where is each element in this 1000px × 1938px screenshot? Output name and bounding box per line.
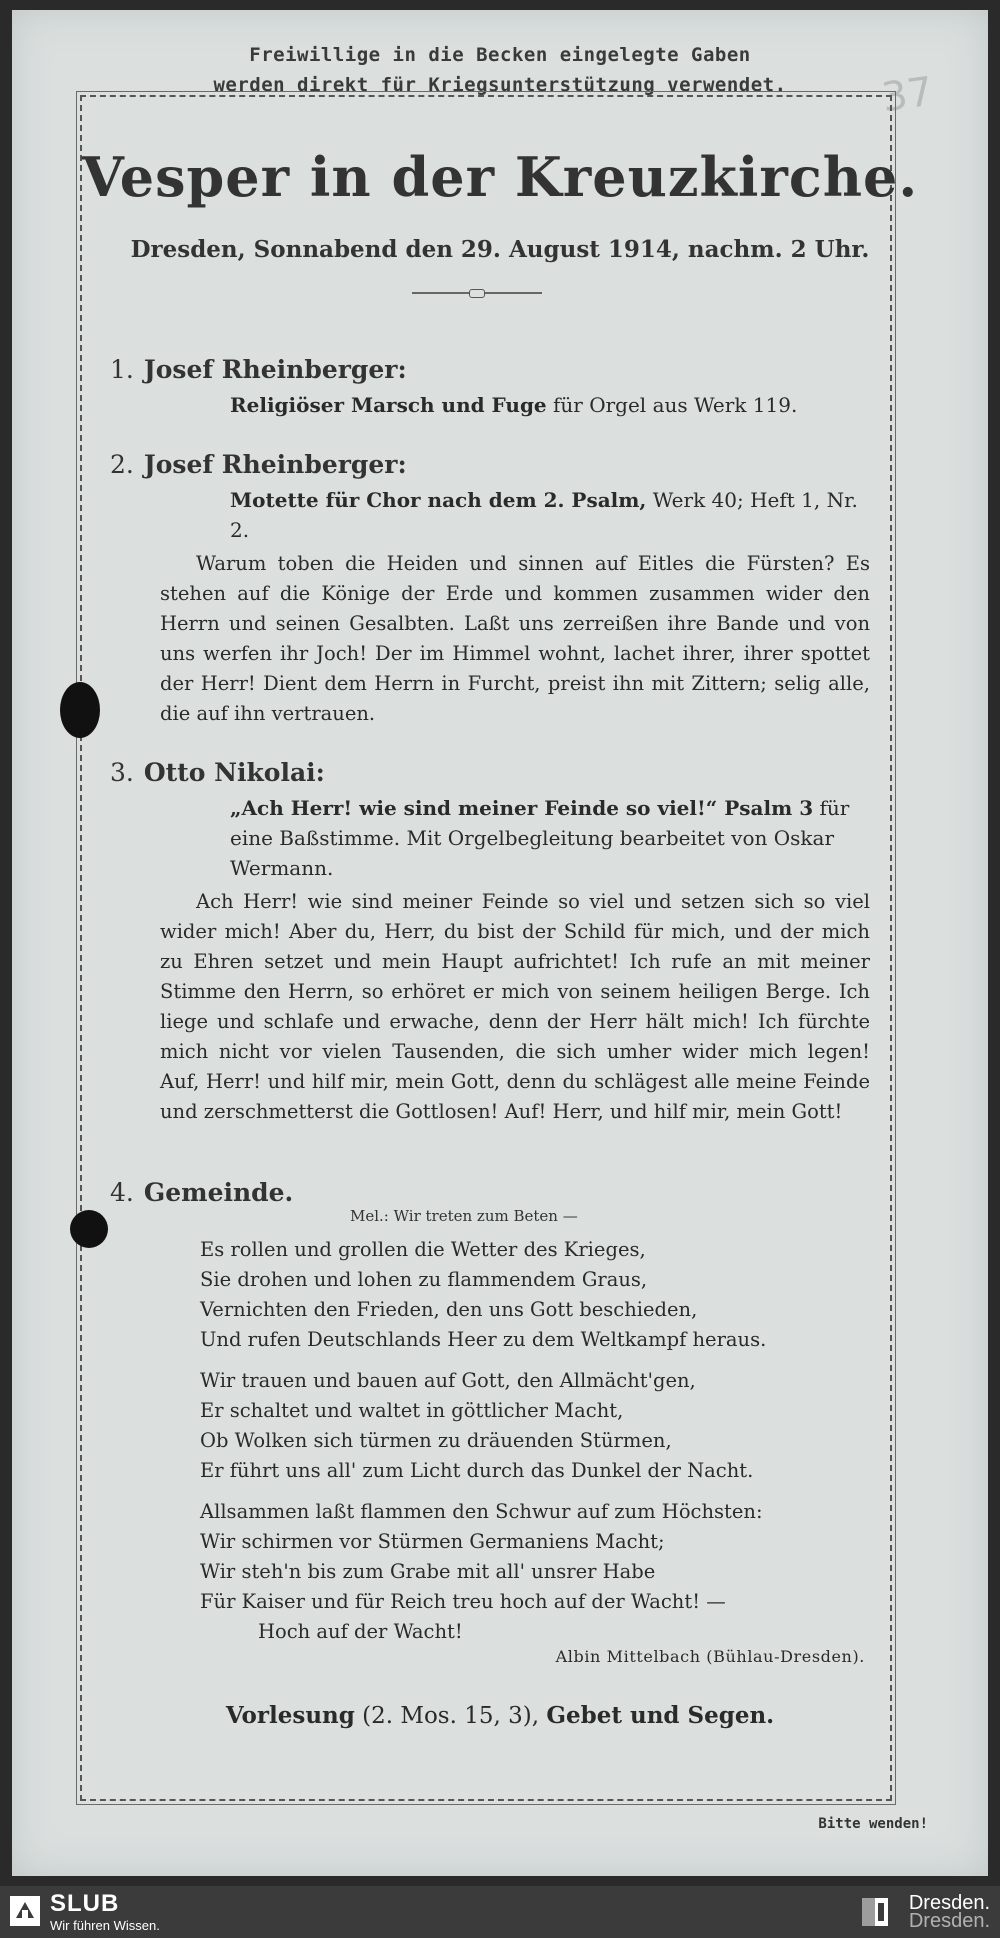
program-item-3 — [110, 758, 870, 1127]
work-title: Motette für Chor nach dem 2. Psalm, Werk 40; Heft 1, Nr. 2. — [230, 488, 858, 542]
work-title: Religiöser Marsch und Fuge für Orgel aus Werk 119. — [230, 393, 798, 417]
hymn-verse-3: Allsammen laßt flammen den Schwur auf zum Höchsten: Wir schirmen vor Stürmen Germaniens Macht; Wir steh'n bis zum Grabe mit all' unsrer Habe Für Kaiser und für Reich treu hoch auf der Wacht! — Hoch auf der Wacht! — [200, 1500, 763, 1643]
punch-hole-1 — [60, 682, 100, 738]
footer-bar — [0, 1886, 1000, 1938]
item-number: 4. — [110, 1178, 134, 1207]
melody-note: Mel.: Wir treten zum Beten — — [350, 1207, 578, 1225]
turn-page-note: Bitte wenden! — [818, 1816, 928, 1832]
program-item-2 — [110, 450, 870, 729]
composer: Otto Nikolai: — [143, 758, 325, 787]
slub-logo-icon[interactable] — [10, 1896, 40, 1926]
hymn-verse-1: Es rollen und grollen die Wetter des Krieges, Sie drohen und lohen zu flammendem Graus, Vernichten den Frieden, den uns Gott beschieden, Und rufen Deutschlands Heer zu dem Weltkampf heraus. — [200, 1238, 767, 1351]
work-title: „Ach Herr! wie sind meiner Feinde so viel!“ Psalm 3 für eine Baßstimme. Mit Orgelbegleitung bearbeitet von Oskar Wermann. — [230, 796, 850, 880]
punch-hole-2 — [70, 1210, 108, 1248]
item-number: 1. — [110, 355, 134, 384]
item-number: 2. — [110, 450, 134, 479]
program-item-4 — [110, 1178, 870, 1207]
composer: Josef Rheinberger: — [143, 450, 407, 479]
event-date: Dresden, Sonnabend den 29. August 1914, nachm. 2 Uhr. — [130, 236, 870, 263]
item-number: 3. — [110, 758, 134, 787]
psalm-text: Warum toben die Heiden und sinnen auf Eitles die Fürsten? Es stehen auf die Könige der Erde und kommen zusammen wider den Herrn und seinen Gesalbten. Laßt uns zerreißen ihre Bande und von uns werfen ihr Joch! Der im Himmel wohnt, lachet ihrer, ihrer spottet der Herr! Dient dem Herrn in Furcht, preist ihn mit Zittern; selig alle, die auf ihn vertrauen. — [160, 552, 870, 725]
dresden-crest-icon[interactable] — [862, 1898, 888, 1926]
notice-line-2: werden direkt für Kriegsunterstützung verwendet. — [213, 74, 787, 96]
donation-notice — [12, 40, 988, 100]
program-item-1 — [110, 355, 870, 420]
closing-line: Vorlesung (2. Mos. 15, 3), Gebet und Segen. — [225, 1702, 775, 1729]
notice-line-1: Freiwillige in die Becken eingelegte Gaben — [249, 44, 751, 66]
composer: Josef Rheinberger: — [143, 355, 407, 384]
slub-tagline: Wir führen Wissen. — [50, 1918, 160, 1933]
page-title: Vesper in der Kreuzkirche. — [81, 145, 919, 209]
pencil-mark: 37 — [879, 68, 936, 122]
composer: Gemeinde. — [143, 1178, 294, 1207]
psalm-text: Ach Herr! wie sind meiner Feinde so viel und setzen sich so viel wider mich! Aber du, Herr, du bist der Schild für mich, und der mich zu Ehren setzet und mein Haupt aufrichtet! Ich rufe an mit meiner Stimme den Herrn, so erhöret er mich von seinem heiligen Berge. Ich liege und schlafe und erwache, denn der Herr hält mich! Ich fürchte mich nicht vor vielen Tausenden, die sich umher wider mich legen! Auf, Herr! und hilf mir, mein Gott, denn du schlägest alle meine Feinde und zerschmetterst die Gottlosen! Auf! Herr, und hilf mir, mein Gott! — [160, 890, 870, 1123]
hymn-author: Albin Mittelbach (Bühlau-Dresden). — [555, 1647, 865, 1666]
ornament-divider — [412, 292, 542, 294]
hymn-verse-2: Wir trauen und bauen auf Gott, den Allmächt'gen, Er schaltet und waltet in göttlicher Macht, Ob Wolken sich türmen zu dräuenden Stürmen, Er führt uns all' zum Licht durch das Dunkel der Nacht. — [200, 1369, 754, 1482]
dresden-logo-text[interactable]: Dresden. Dresden. — [908, 1892, 990, 1932]
slub-brand[interactable]: SLUB — [50, 1890, 120, 1917]
